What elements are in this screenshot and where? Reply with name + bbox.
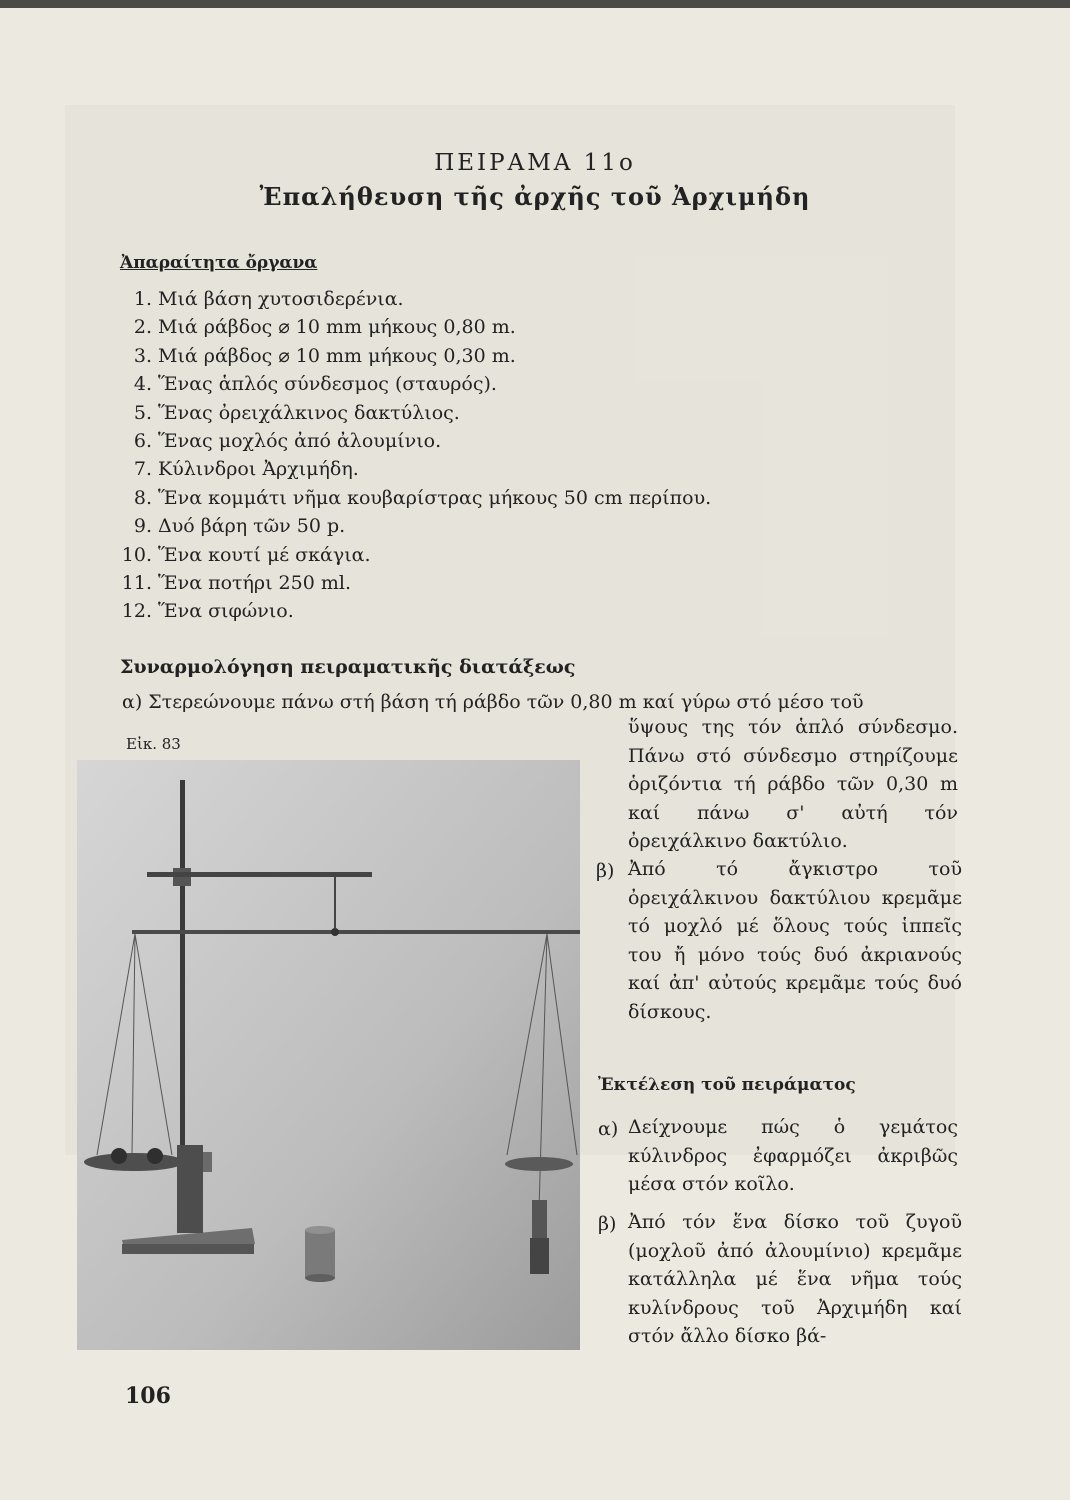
- requirements-list: [118, 285, 711, 626]
- execution-step-a-label: α): [598, 1118, 619, 1140]
- execution-step-b-label: β): [598, 1213, 617, 1235]
- list-item: 1. Μιά βάση χυτοσιδερένια.: [133, 288, 404, 310]
- experiment-title: ΠΕΙΡΑΜΑ 11ο: [434, 150, 636, 176]
- list-item: 9. Δυό βάρη τῶν 50 p.: [133, 515, 346, 538]
- page-number: 106: [125, 1383, 171, 1409]
- list-item: 12. Ἕνα σιφώνιο.: [121, 600, 294, 623]
- list-item: 7. Κύλινδροι Ἀρχιμήδη.: [133, 458, 359, 481]
- assembly-step-b-label: β): [596, 860, 615, 882]
- list-item: 8. Ἕνα κομμάτι νῆμα κουβαρίστρας μήκους 50 cm περίπου.: [133, 486, 712, 509]
- list-item: 3. Μιά ράβδος ⌀ 10 mm μήκους 0,30 m.: [133, 344, 516, 367]
- scan-top-edge: [0, 0, 1070, 8]
- list-item: 10. Ἕνα κουτί μέ σκάγια.: [121, 543, 371, 566]
- execution-step-a-text: Δείχνουμε πώς ὁ γεμάτος κύλινδρος ἐφαρμόζει ἀκριβῶς μέσα στόν κοῖλο.: [628, 1116, 958, 1196]
- list-item: 11. Ἕνα ποτήρι 250 ml.: [121, 572, 351, 595]
- apparatus-photo: [77, 760, 580, 1350]
- assembly-step-b-text: Ἀπό τό ἄγκιστρο τοῦ ὀρειχάλκινου δακτύλιου κρεμᾶμε τό μοχλό μέ ὅλους τούς ἱππεῖς του ἤ μόνο τούς δυό ἀκριανούς καί ἀπ' αὐτούς κρεμᾶμε τούς δυό δίσκους.: [628, 858, 962, 1023]
- list-item: 2. Μιά ράβδος ⌀ 10 mm μήκους 0,80 m.: [133, 316, 516, 339]
- requirements-heading: Ἀπαραίτητα ὄργανα: [120, 253, 318, 273]
- assembly-step-a-continuation: ὕψους της τόν ἁπλό σύνδεσμο. Πάνω στό σύνδεσμο στηρίζουμε ὁριζόντια τή ράβδο τῶν 0,30 m καί πάνω σ' αὐτή τόν ὀρειχάλκινο δακτύλιο.: [628, 716, 958, 853]
- experiment-subtitle: Ἐπαλήθευση τῆς ἀρχῆς τοῦ Ἀρχιμήδη: [259, 182, 811, 211]
- figure-label: Εἰκ. 83: [126, 735, 181, 753]
- assembly-heading: Συναρμολόγηση πειραματικῆς διατάξεως: [120, 656, 576, 678]
- assembly-step-a-first-line: α) Στερεώνουμε πάνω στή βάση τή ράβδο τῶν 0,80 m καί γύρω στό μέσο τοῦ: [122, 691, 864, 713]
- archimedes-apparatus-illustration: [77, 760, 580, 1350]
- execution-heading: Ἐκτέλεση τοῦ πειράματος: [598, 1075, 856, 1095]
- list-item: 4. Ἕνας ἁπλός σύνδεσμος (σταυρός).: [133, 373, 497, 396]
- list-item: 5. Ἕνας ὀρειχάλκινος δακτύλιος.: [133, 401, 460, 424]
- execution-step-b-text: Ἀπό τόν ἕνα δίσκο τοῦ ζυγοῦ (μοχλοῦ ἀπό ἀλουμίνιο) κρεμᾶμε κατάλληλα μέ ἕνα νῆμα τούς κυλίνδρους τοῦ Ἀρχιμήδη καί στόν ἄλλο δίσκο βά-: [628, 1211, 962, 1348]
- list-item: 6. Ἕνας μοχλός ἀπό ἀλουμίνιο.: [133, 430, 442, 453]
